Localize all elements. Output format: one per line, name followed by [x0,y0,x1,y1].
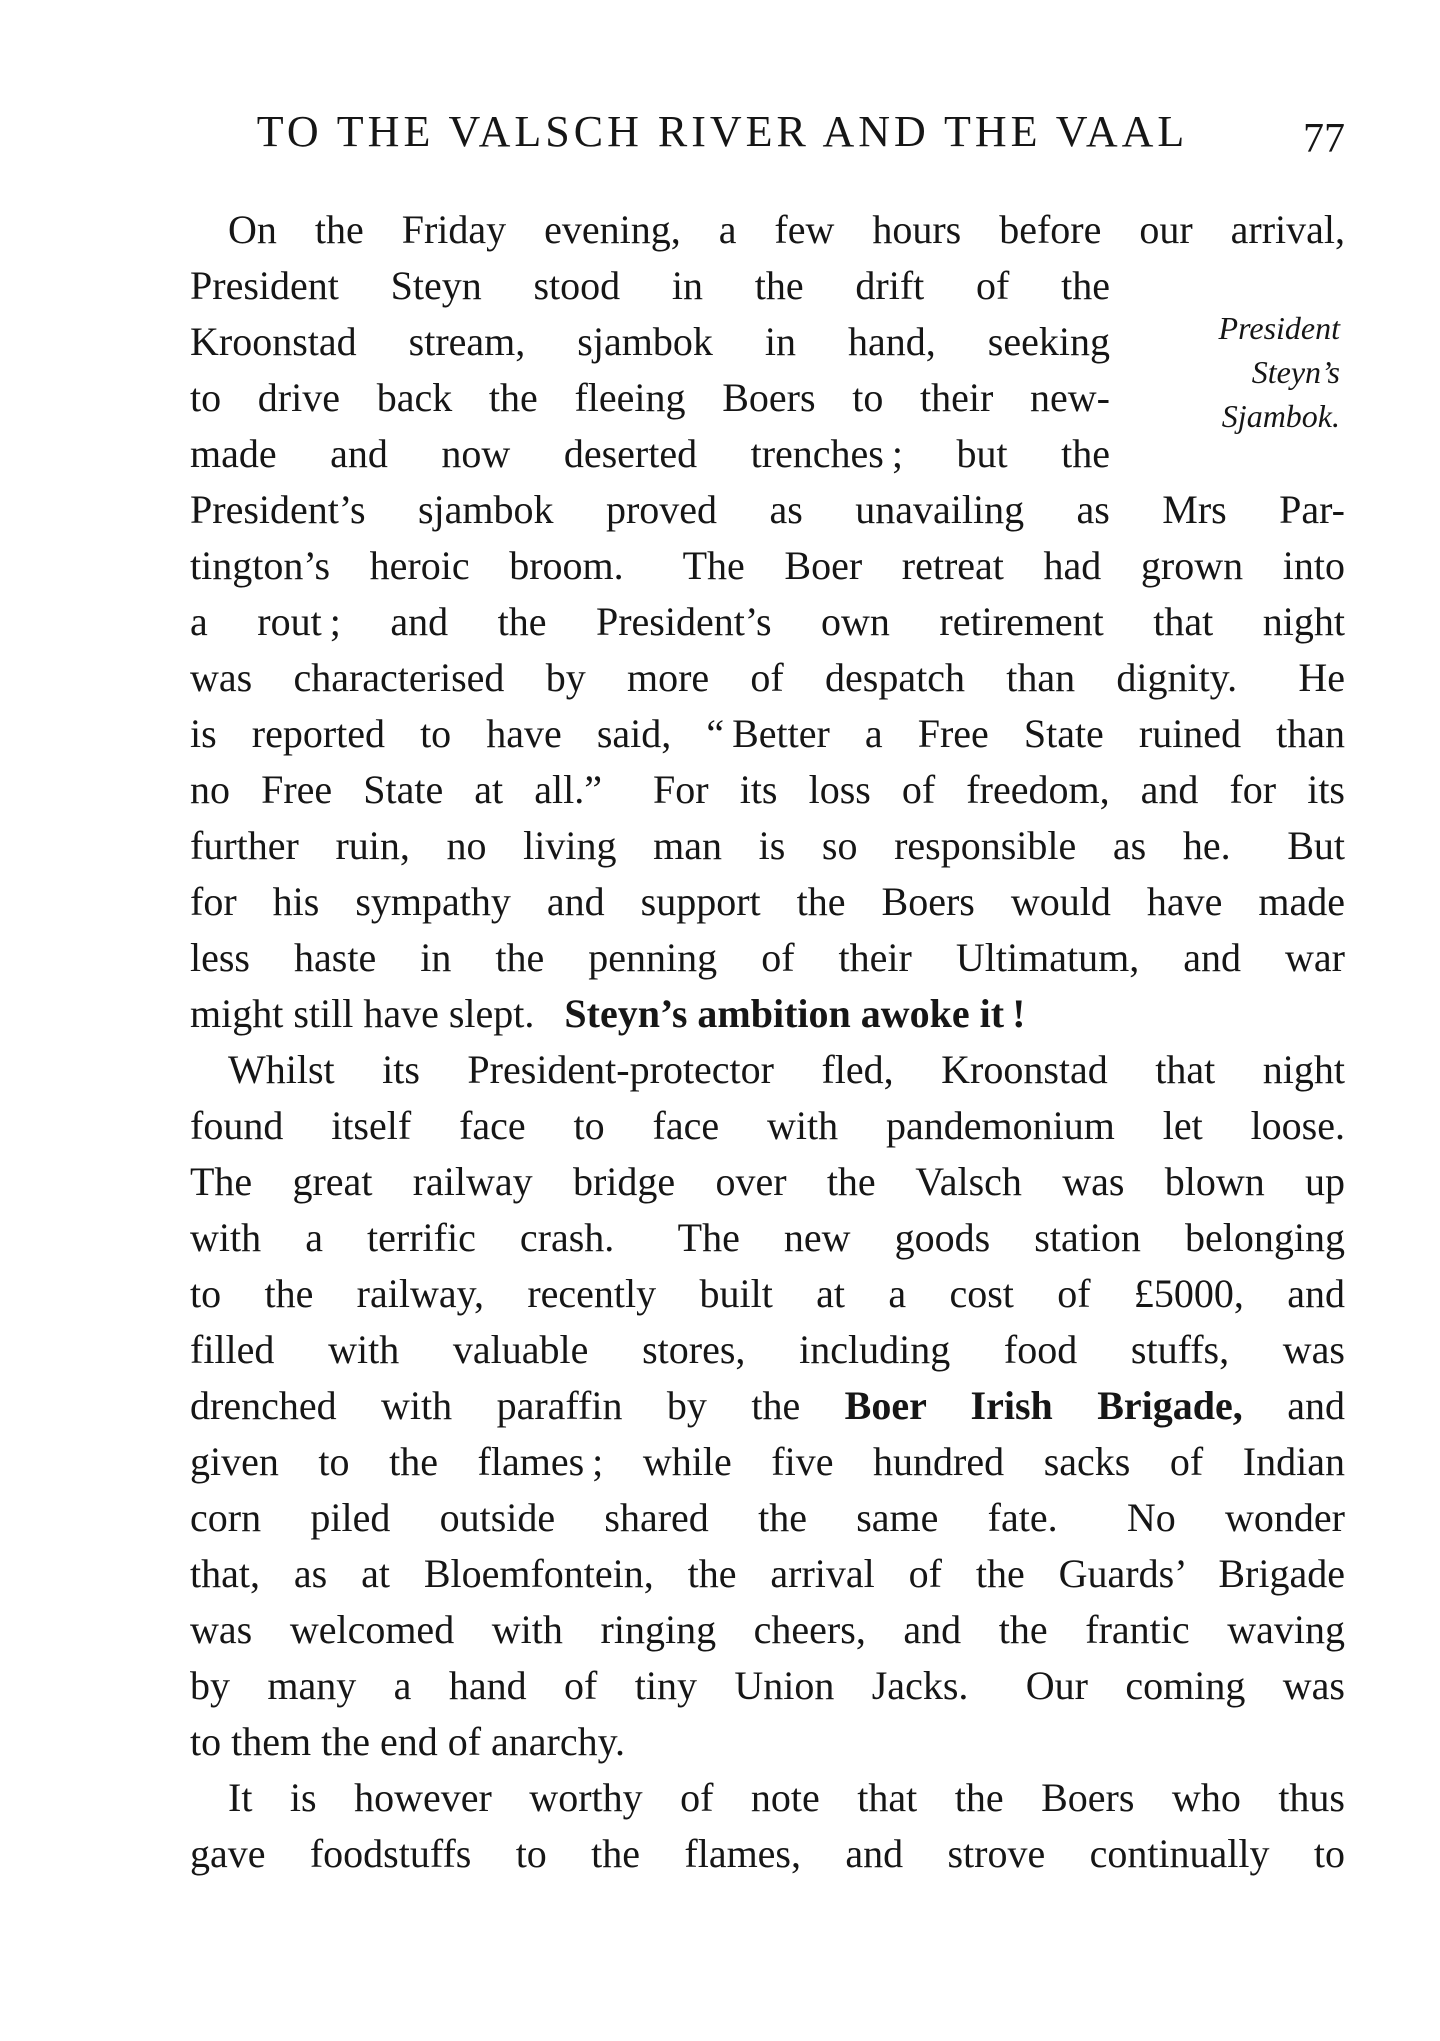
text-line [190,874,1345,930]
paragraph [190,1042,1345,1770]
text-line [190,426,1110,482]
text-segment: filled with valuable stores, including food stuffs, was [190,1327,1345,1372]
text-segment: Kroonstad stream, sjambok in hand, seeking [190,319,1110,364]
text-line [190,1042,1345,1098]
text-line [190,1154,1345,1210]
text-line [190,1490,1345,1546]
text-line [190,1322,1345,1378]
text-line [190,538,1345,594]
text-segment: a rout ; and the President’s own retirement that night [190,599,1345,644]
text-segment: with a terrific crash. The new goods station belonging [190,1215,1345,1260]
text-segment: It is however worthy of note that the Boers who thus [228,1775,1345,1820]
text-line [190,482,1345,538]
text-segment: might still have slept. [190,991,565,1036]
text-segment: tington’s heroic broom. The Boer retreat had grown into [190,543,1345,588]
text-segment: gave foodstuffs to the flames, and strove continually to [190,1831,1345,1876]
text-line [190,1098,1345,1154]
text-segment: On the Friday evening, a few hours before our arrival, [228,207,1345,252]
text-segment: made and now deserted trenches ; but the [190,431,1110,476]
text-line [190,1434,1345,1490]
text-line [190,650,1345,706]
text-segment: found itself face to face with pandemonium let loose. [190,1103,1345,1148]
text-segment: to the railway, recently built at a cost of £5000, and [190,1271,1345,1316]
text-segment: further ruin, no living man is so responsible as he. But [190,823,1345,868]
paragraph [190,202,1345,1042]
text-line [190,314,1110,370]
text-segment: less haste in the penning of their Ultimatum, and war [190,935,1345,980]
text-line [190,1602,1345,1658]
page-number: 77 [1303,116,1345,162]
text-segment: to them the end of anarchy. [190,1719,626,1764]
text-segment: by many a hand of tiny Union Jacks. Our coming was [190,1663,1345,1708]
sidenote-line: Steyn’s [1251,354,1340,390]
text-line [190,1378,1345,1434]
text-segment: to drive back the fleeing Boers to their new- [190,375,1110,420]
bold-text-segment: Boer Irish Brigade, [844,1383,1243,1428]
text-line [190,1770,1345,1826]
text-segment: was characterised by more of despatch than dignity. He [190,655,1345,700]
text-line [190,986,1345,1042]
text-segment: drenched with paraffin by the [190,1383,845,1428]
sidenote-line: President [1218,310,1340,346]
text-segment: President’s sjambok proved as unavailing as Mrs Par- [190,487,1345,532]
sidenote-line: Sjambok. [1221,398,1340,434]
text-segment: that, as at Bloemfontein, the arrival of the Guards’ Brigade [190,1551,1345,1596]
bold-text-segment: Steyn’s ambition awoke it ! [564,991,1026,1036]
text-line [190,930,1345,986]
text-line [190,1546,1345,1602]
text-segment: was welcomed with ringing cheers, and the frantic waving [190,1607,1345,1652]
text-line [190,1714,1345,1770]
text-line [190,706,1345,762]
text-segment: corn piled outside shared the same fate. No wonder [190,1495,1345,1540]
text-line [190,202,1345,258]
text-segment: is reported to have said, “ Better a Free State ruined than [190,711,1345,756]
text-segment: and [1242,1383,1345,1428]
text-line [190,1658,1345,1714]
text-line [190,370,1110,426]
text-line [190,1266,1345,1322]
text-segment: Whilst its President-protector fled, Kroonstad that night [228,1047,1345,1092]
chapter-title: TO THE VALSCH RIVER AND THE VAAL [256,107,1189,156]
text-line [190,818,1345,874]
text-line [190,1826,1345,1882]
text-segment: President Steyn stood in the drift of the [190,263,1110,308]
paragraph [190,1770,1345,1882]
text-line [190,258,1110,314]
text-segment: for his sympathy and support the Boers would have made [190,879,1345,924]
text-line [190,762,1345,818]
text-segment: given to the flames ; while five hundred sacks of Indian [190,1439,1345,1484]
body-text [190,202,1345,1882]
text-line [190,594,1345,650]
running-head [190,106,1345,162]
text-line [190,1210,1345,1266]
text-segment: no Free State at all.” For its loss of freedom, and for its [190,767,1345,812]
text-segment: The great railway bridge over the Valsch was blown up [190,1159,1345,1204]
